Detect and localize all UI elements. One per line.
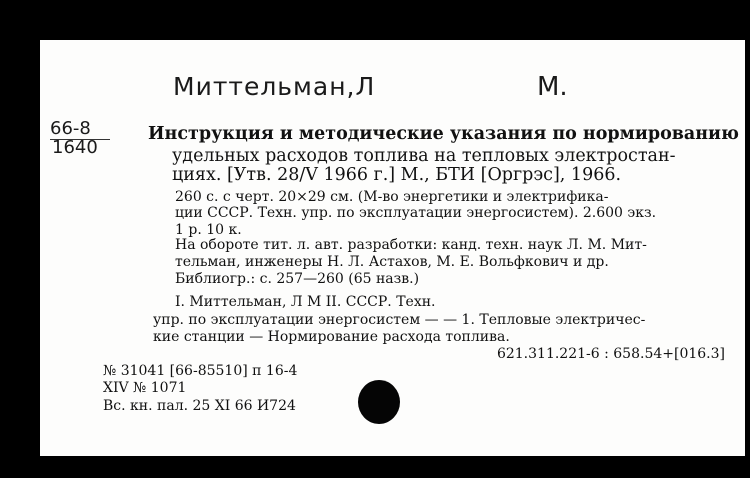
chamber-date-line: Вс. кн. пал. 25 XI 66 И724 [103, 398, 296, 414]
scan-border-top [0, 0, 750, 40]
scan-border-right [745, 0, 750, 478]
tracings-line-2: упр. по эксплуатации энергосистем — — 1. Тепловые электричес- [153, 312, 646, 328]
authors-note-line-2: тельман, инженеры Н. Л. Астахов, М. Е. Вольфкович и др. [175, 254, 609, 270]
tracings-line-1: I. Миттельман, Л М II. СССР. Техн. [175, 294, 436, 310]
handwritten-letter: М. [537, 72, 568, 102]
scan-border-bottom [0, 456, 750, 478]
physical-description-line-1: 260 с. с черт. 20×29 см. (М-во энергетики и электрифика- [175, 189, 609, 205]
title-line-2: удельных расходов топлива на тепловых электростан- [172, 146, 676, 166]
classification-code: 621.311.221-6 : 658.54+[016.3] [496, 346, 725, 362]
scan-border-left [0, 0, 40, 478]
handwritten-code-top: 66-8 [50, 118, 91, 139]
ink-blot [358, 380, 400, 424]
catalog-card [40, 40, 745, 456]
series-number: XIV № 1071 [103, 380, 187, 396]
registration-number: № 31041 [66-85510] п 16-4 [103, 363, 298, 379]
handwritten-author: Миттельман,Л [173, 72, 376, 101]
bibliography-line: Библиогр.: с. 257—260 (65 назв.) [175, 271, 420, 287]
handwritten-code-bottom: 1640 [52, 137, 98, 158]
price-line: 1 р. 10 к. [175, 222, 242, 238]
physical-description-line-2: ции СССР. Техн. упр. по эксплуатации энергосистем). 2.600 экз. [175, 205, 657, 221]
title-line-3: циях. [Утв. 28/V 1966 г.] М., БТИ [Оргрэс], 1966. [172, 165, 622, 185]
authors-note-line-1: На обороте тит. л. авт. разработки: канд. техн. наук Л. М. Мит- [175, 237, 647, 253]
tracings-line-3: кие станции — Нормирование расхода топлива. [153, 329, 510, 345]
title-line-1: Инструкция и методические указания по нормированию [148, 124, 739, 144]
